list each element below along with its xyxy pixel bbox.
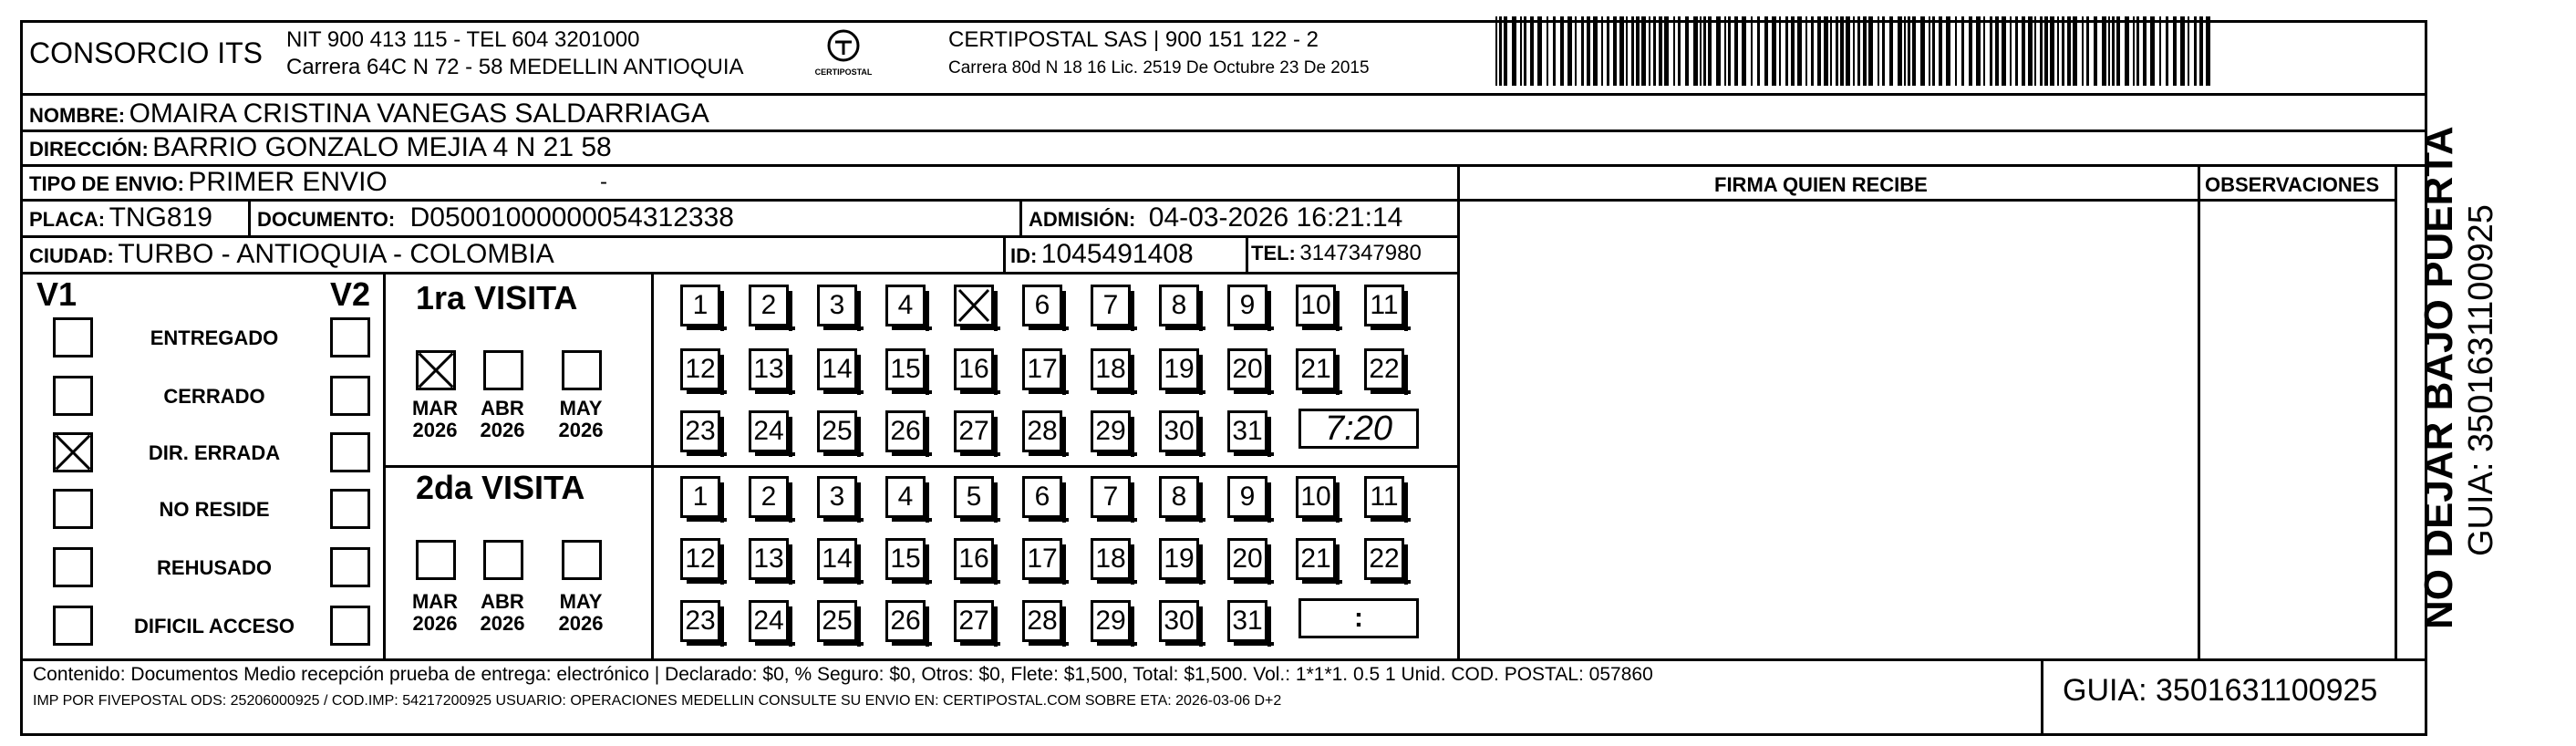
visit2-day-number: 4 xyxy=(897,482,914,512)
visit1-day-box[interactable] xyxy=(885,348,926,390)
visit1-day-number: 20 xyxy=(1232,354,1263,384)
visit2-day-number: 13 xyxy=(753,544,784,574)
address-label: DIRECCIÓN: xyxy=(29,138,149,161)
visit2-month-checkbox-mar[interactable] xyxy=(416,540,456,580)
visit1-day-box[interactable] xyxy=(749,410,789,452)
visit2-day-number: 17 xyxy=(1027,544,1058,574)
state-label-4: NO RESIDE xyxy=(159,498,270,521)
visit1-day-box[interactable] xyxy=(1364,285,1404,326)
visit2-day-box[interactable] xyxy=(817,600,857,642)
state-label-2: CERRADO xyxy=(163,385,265,408)
visit2-day-box[interactable] xyxy=(1022,476,1062,518)
visit2-month-checkbox-may[interactable] xyxy=(562,540,602,580)
visit2-day-box[interactable] xyxy=(749,538,789,580)
visit2-day-box[interactable] xyxy=(817,538,857,580)
visit2-day-box[interactable] xyxy=(1091,476,1131,518)
visit2-day-box[interactable] xyxy=(1296,476,1336,518)
visit1-title: 1ra VISITA xyxy=(416,279,578,316)
visit2-month-checkbox-abr[interactable] xyxy=(483,540,523,580)
visit1-day-box[interactable] xyxy=(1022,348,1062,390)
visit2-day-box[interactable] xyxy=(1159,600,1199,642)
v1-checkbox-5[interactable] xyxy=(53,547,93,587)
visit1-month-name: ABR xyxy=(481,397,524,420)
plate-label: PLACA: xyxy=(29,208,106,231)
state-label-3: DIR. ERRADA xyxy=(148,441,281,464)
visit1-day-number: 12 xyxy=(685,354,716,384)
visit1-day-box[interactable] xyxy=(1022,285,1062,326)
certipostal-logo xyxy=(812,27,875,84)
visit1-month-label xyxy=(553,398,609,441)
side-warning: NO DEJAR BAJO PUERTA xyxy=(2416,126,2461,629)
visit1-month-checkbox-may[interactable] xyxy=(562,350,602,390)
v1-checkbox-4[interactable] xyxy=(53,489,93,529)
v2-label: V2 xyxy=(330,275,371,313)
visit1-month-year: 2026 xyxy=(480,419,525,441)
admission-value: 04-03-2026 16:21:14 xyxy=(1148,202,1403,233)
visit2-day-number: 26 xyxy=(890,606,921,636)
visit1-day-number: 11 xyxy=(1370,290,1399,320)
visit1-day-box[interactable] xyxy=(817,285,857,326)
visit2-day-number: 22 xyxy=(1369,544,1400,574)
visit2-day-number: 3 xyxy=(829,482,845,512)
visit2-time: : xyxy=(1354,603,1363,633)
visit1-day-box[interactable] xyxy=(1364,348,1404,390)
footer-contents: Contenido: Documentos Medio recepción prueba de entrega: electrónico | Declarado: $0, % Seguro: $0, Otros: $0, Flete: $1,500, Total: $1,500. Vol.: 1*1*1. 0.5 1 Unid. COD. POSTAL: 057860 xyxy=(33,664,1653,685)
visit1-day-number: 18 xyxy=(1095,354,1126,384)
visit1-day-number: 19 xyxy=(1164,354,1195,384)
state-label-1: ENTREGADO xyxy=(150,326,279,349)
visit2-day-box[interactable] xyxy=(1227,538,1267,580)
visit2-day-number: 11 xyxy=(1370,482,1399,512)
visit2-day-number: 1 xyxy=(692,482,709,512)
visit1-day-box[interactable] xyxy=(680,348,720,390)
visit1-day-number: 2 xyxy=(760,290,777,320)
visit2-day-number: 12 xyxy=(685,544,716,574)
visit1-day-number: 30 xyxy=(1164,416,1195,446)
visit1-day-box[interactable] xyxy=(680,285,720,326)
visit2-day-box[interactable] xyxy=(1022,538,1062,580)
company-address: Carrera 64C N 72 - 58 MEDELLIN ANTIOQUIA xyxy=(286,55,744,79)
recipient-name: OMAIRA CRISTINA VANEGAS SALDARRIAGA xyxy=(129,98,709,129)
signature-label: FIRMA QUIEN RECIBE xyxy=(1714,173,1928,196)
visit2-month-label xyxy=(553,591,609,635)
document-value: D05001000000054312338 xyxy=(409,202,734,233)
visit2-month-label xyxy=(474,591,531,635)
visit1-day-box[interactable] xyxy=(954,410,994,452)
visit1-day-number: 3 xyxy=(829,290,845,320)
admission-label: ADMISIÓN: xyxy=(1029,208,1136,231)
document-label: DOCUMENTO: xyxy=(257,208,396,231)
visit1-day-box[interactable] xyxy=(817,348,857,390)
phone-label: TEL: xyxy=(1251,242,1296,264)
visit1-day-number: 28 xyxy=(1027,416,1058,446)
visit2-day-box[interactable] xyxy=(954,476,994,518)
visit1-day-number: 7 xyxy=(1102,290,1119,320)
visit1-time-box xyxy=(1298,409,1419,449)
visit2-month-year: 2026 xyxy=(558,612,604,635)
visit2-day-box[interactable] xyxy=(749,476,789,518)
city-label: CIUDAD: xyxy=(29,244,114,267)
visit2-day-number: 2 xyxy=(760,482,777,512)
visit1-month-label xyxy=(407,398,463,441)
plate-value: TNG819 xyxy=(109,202,212,233)
visit2-month-name: ABR xyxy=(481,590,524,613)
carrier-address: Carrera 80d N 18 16 Lic. 2519 De Octubre 23 De 2015 xyxy=(948,58,1370,78)
side-guide: GUIA: 3501631100925 xyxy=(2462,204,2500,556)
visit2-day-number: 6 xyxy=(1034,482,1050,512)
visit2-day-number: 15 xyxy=(890,544,921,574)
visit2-day-box[interactable] xyxy=(1296,538,1336,580)
carrier-name: CERTIPOSTAL SAS | 900 151 122 - 2 xyxy=(948,27,1319,52)
id-label: ID: xyxy=(1010,244,1038,267)
visit1-day-box[interactable] xyxy=(885,410,926,452)
phone-value: 3147347980 xyxy=(1299,241,1422,265)
state-label-6: DIFICIL ACCESO xyxy=(133,615,295,637)
visit2-month-year: 2026 xyxy=(480,612,525,635)
visit2-day-box[interactable] xyxy=(1022,600,1062,642)
visit1-day-box[interactable] xyxy=(1091,348,1131,390)
visit2-day-number: 8 xyxy=(1171,482,1187,512)
visit2-day-box[interactable] xyxy=(1159,476,1199,518)
visit1-month-name: MAR xyxy=(411,397,459,420)
visit2-day-number: 25 xyxy=(822,606,853,636)
visit2-month-name: MAY xyxy=(559,590,603,613)
visit2-month-year: 2026 xyxy=(412,612,458,635)
visit1-day-check-mark xyxy=(957,287,991,324)
visit2-day-box[interactable] xyxy=(1091,600,1131,642)
footer-imp: IMP POR FIVEPOSTAL ODS: 25206000925 / COD.IMP: 54217200925 USUARIO: OPERACIONES MEDELLIN CONSULTE SU ENVIO EN: CERTIPOSTAL.COM SOBRE ETA: 2026-03-06 D+2 xyxy=(33,693,1282,709)
visit2-day-number: 7 xyxy=(1102,482,1119,512)
v1-checkbox-1[interactable] xyxy=(53,317,93,357)
v1-checkbox-3[interactable] xyxy=(53,432,93,472)
company-nit: NIT 900 413 115 - TEL 604 3201000 xyxy=(286,27,640,52)
visit1-day-number: 17 xyxy=(1027,354,1058,384)
visit2-day-number: 27 xyxy=(958,606,989,636)
visit2-day-box[interactable] xyxy=(749,600,789,642)
visit2-time-box xyxy=(1298,598,1419,638)
visit2-day-number: 9 xyxy=(1239,482,1256,512)
visit1-day-box[interactable] xyxy=(954,348,994,390)
visit2-day-number: 31 xyxy=(1232,606,1263,636)
shipping-type: PRIMER ENVIO xyxy=(188,167,388,197)
visit2-day-number: 30 xyxy=(1164,606,1195,636)
visit1-day-box[interactable] xyxy=(1227,410,1267,452)
v2-checkbox-3[interactable] xyxy=(330,432,370,472)
visit1-day-box[interactable] xyxy=(885,285,926,326)
visit1-month-year: 2026 xyxy=(558,419,604,441)
v2-checkbox-2[interactable] xyxy=(330,376,370,416)
name-label: NOMBRE: xyxy=(29,104,126,127)
v2-checkbox-5[interactable] xyxy=(330,547,370,587)
visit1-day-number: 15 xyxy=(890,354,921,384)
shipping-type-label: TIPO DE ENVIO: xyxy=(29,172,184,195)
visit1-day-number: 6 xyxy=(1034,290,1050,320)
visit2-day-number: 28 xyxy=(1027,606,1058,636)
visit1-month-checkbox-abr[interactable] xyxy=(483,350,523,390)
company-name: CONSORCIO ITS xyxy=(29,36,264,69)
visit1-day-number: 10 xyxy=(1300,290,1331,320)
visit2-day-box[interactable] xyxy=(885,476,926,518)
visit2-day-box[interactable] xyxy=(1364,538,1404,580)
visit1-day-box[interactable] xyxy=(1227,285,1267,326)
v1-label: V1 xyxy=(36,275,78,313)
visit1-day-box[interactable] xyxy=(1091,410,1131,452)
visit2-day-number: 5 xyxy=(966,482,982,512)
v2-checkbox-4[interactable] xyxy=(330,489,370,529)
recipient-address: BARRIO GONZALO MEJIA 4 N 21 58 xyxy=(152,132,612,162)
v2-checkbox-1[interactable] xyxy=(330,317,370,357)
visit1-day-number: 13 xyxy=(753,354,784,384)
visit1-day-number: 27 xyxy=(958,416,989,446)
visit1-day-number: 1 xyxy=(692,290,709,320)
state-label-5: REHUSADO xyxy=(157,556,272,579)
visit2-day-box[interactable] xyxy=(954,600,994,642)
visit1-time: 7:20 xyxy=(1325,409,1392,448)
visit1-day-number: 22 xyxy=(1369,354,1400,384)
visit1-day-box[interactable] xyxy=(817,410,857,452)
visit1-day-number: 29 xyxy=(1095,416,1126,446)
visit2-title: 2da VISITA xyxy=(416,469,585,506)
visit2-day-number: 14 xyxy=(822,544,853,574)
visit2-day-box[interactable] xyxy=(1364,476,1404,518)
visit1-day-number: 31 xyxy=(1232,416,1263,446)
visit1-month-checkbox-mar[interactable] xyxy=(416,350,456,390)
visit1-day-number: 4 xyxy=(897,290,914,320)
visit2-month-name: MAR xyxy=(411,590,459,613)
v2-checkbox-6[interactable] xyxy=(330,606,370,646)
visit2-day-number: 20 xyxy=(1232,544,1263,574)
visit1-day-number: 14 xyxy=(822,354,853,384)
visit1-day-box[interactable] xyxy=(1296,285,1336,326)
visit2-day-number: 10 xyxy=(1300,482,1331,512)
barcode xyxy=(1495,16,2216,86)
visit1-day-number: 25 xyxy=(822,416,853,446)
visit2-day-box[interactable] xyxy=(954,538,994,580)
visit1-day-number: 9 xyxy=(1239,290,1256,320)
visit1-day-box[interactable] xyxy=(749,348,789,390)
visit2-day-box[interactable] xyxy=(885,538,926,580)
visit1-day-box[interactable] xyxy=(1159,410,1199,452)
v1-checkbox-6[interactable] xyxy=(53,606,93,646)
visit2-day-number: 21 xyxy=(1300,544,1331,574)
visit2-day-box[interactable] xyxy=(1091,538,1131,580)
visit1-month-name: MAY xyxy=(559,397,603,420)
visit1-day-number: 23 xyxy=(685,416,716,446)
visit1-day-box[interactable] xyxy=(1091,285,1131,326)
visit1-day-box[interactable] xyxy=(1227,348,1267,390)
visit1-day-box[interactable] xyxy=(749,285,789,326)
visit2-day-number: 24 xyxy=(753,606,784,636)
dropdown-tick-mark: - xyxy=(600,170,607,194)
city-value: TURBO - ANTIOQUIA - COLOMBIA xyxy=(118,239,554,269)
visit1-day-number: 21 xyxy=(1300,354,1331,384)
visit1-month-label xyxy=(474,398,531,441)
id-value: 1045491408 xyxy=(1040,239,1194,269)
visit2-day-number: 19 xyxy=(1164,544,1195,574)
visit1-day-box[interactable] xyxy=(1022,410,1062,452)
visit2-day-number: 29 xyxy=(1095,606,1126,636)
visit2-day-number: 23 xyxy=(685,606,716,636)
visit2-day-box[interactable] xyxy=(885,600,926,642)
visit1-day-box[interactable] xyxy=(680,410,720,452)
visit1-month-year: 2026 xyxy=(412,419,458,441)
visit2-day-box[interactable] xyxy=(1159,538,1199,580)
visit2-day-box[interactable] xyxy=(1227,600,1267,642)
observations-label: OBSERVACIONES xyxy=(2205,173,2380,196)
visit2-day-number: 18 xyxy=(1095,544,1126,574)
visit2-day-box[interactable] xyxy=(680,476,720,518)
visit2-day-number: 16 xyxy=(958,544,989,574)
visit1-day-number: 8 xyxy=(1171,290,1187,320)
visit2-day-box[interactable] xyxy=(1227,476,1267,518)
visit2-month-label xyxy=(407,591,463,635)
visit1-day-number: 24 xyxy=(753,416,784,446)
visit1-day-box[interactable] xyxy=(1296,348,1336,390)
visit2-day-box[interactable] xyxy=(680,600,720,642)
visit1-day-number: 26 xyxy=(890,416,921,446)
visit1-day-box[interactable] xyxy=(1159,348,1199,390)
visit2-day-box[interactable] xyxy=(680,538,720,580)
v1-checkbox-2[interactable] xyxy=(53,376,93,416)
visit2-day-box[interactable] xyxy=(817,476,857,518)
footer-guide: GUIA: 3501631100925 xyxy=(2063,673,2378,708)
visit1-day-box[interactable] xyxy=(1159,285,1199,326)
visit1-day-box[interactable] xyxy=(954,285,994,326)
visit1-day-number: 16 xyxy=(958,354,989,384)
certipostal-logo-text: CERTIPOSTAL xyxy=(814,67,873,77)
